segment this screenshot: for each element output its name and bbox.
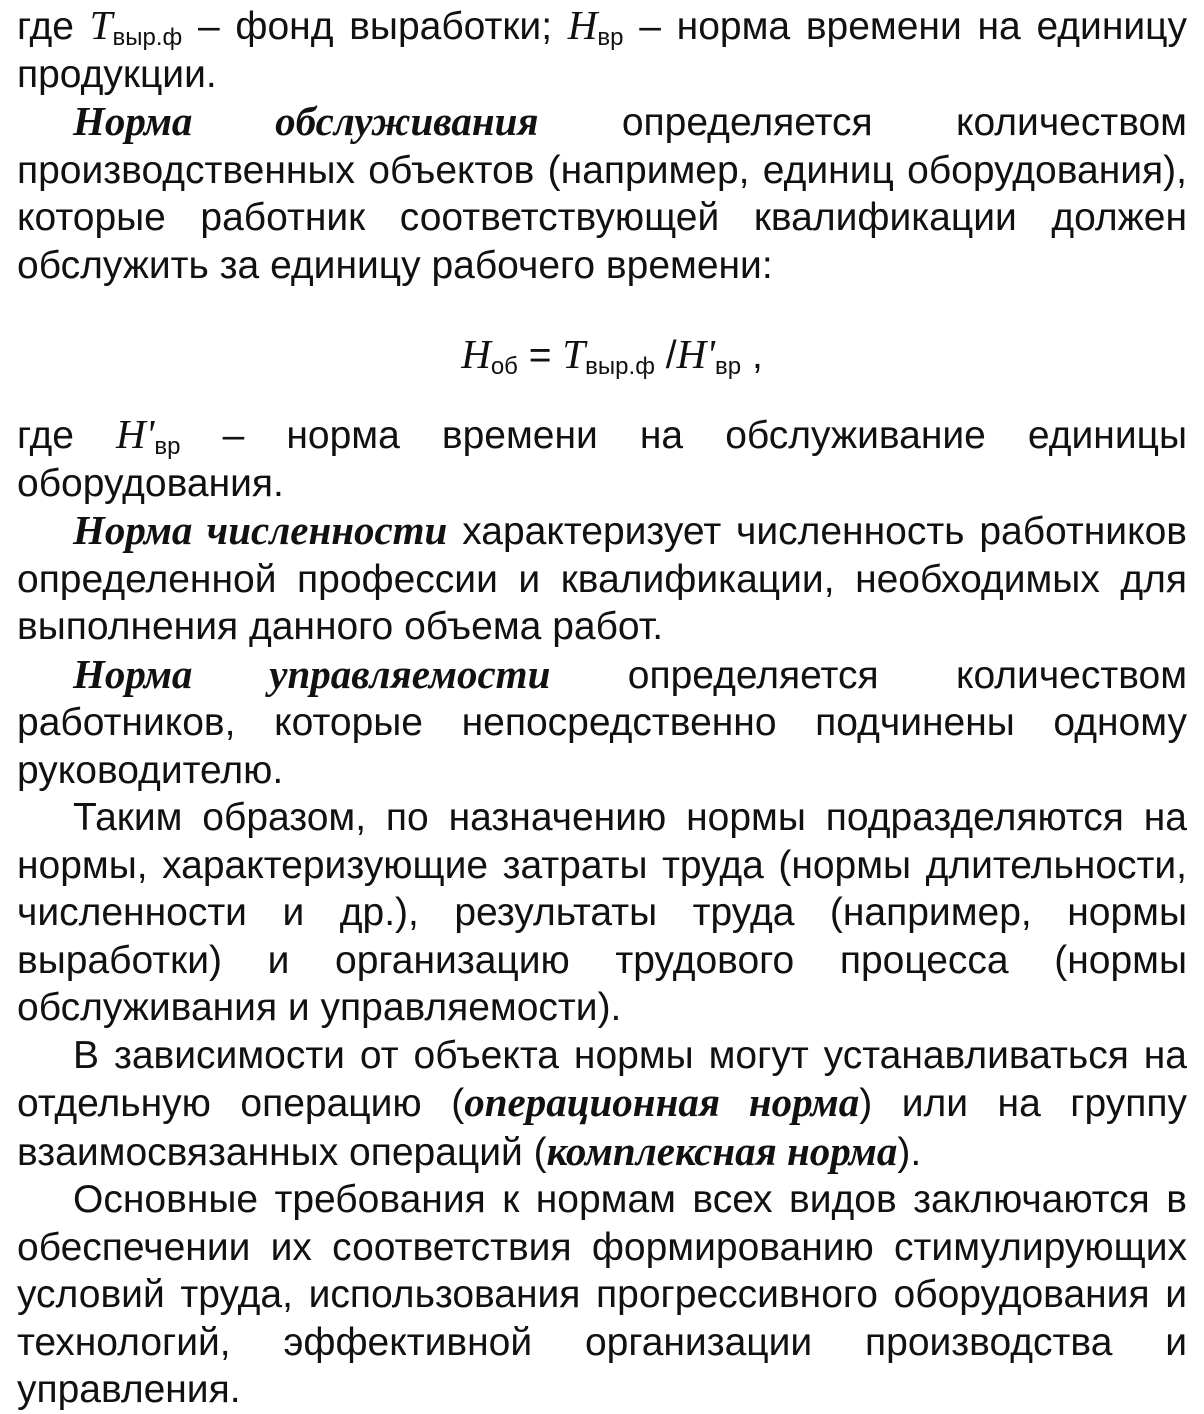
term-operational-norm: операционная норма (464, 1079, 860, 1125)
formula-h-subscript: вр (715, 353, 742, 380)
formula-slash: / (654, 334, 677, 377)
text-prefix: где (17, 5, 90, 48)
paragraph-variables-definition (17, 2, 1187, 98)
var-h-prime: H' (116, 411, 155, 457)
service-norm-text: определяется количеством производственных объектов (например, единиц оборудования), которые работник соответствующей квалификации должен обслужить за единицу рабочего времени: (17, 101, 1187, 287)
var-t: T (89, 2, 113, 48)
var-h: H (567, 2, 598, 48)
term-headcount-norm: Норма численности (73, 507, 448, 553)
paragraph-service-norm (17, 98, 1187, 289)
var-t-subscript: выр.ф (112, 24, 183, 51)
formula-service-norm (17, 331, 1187, 391)
term-complex-norm: комплексная норма (546, 1127, 898, 1174)
span-of-control-norm-text: определяется количеством работников, которые непосредственно подчинены одному руководителю. (17, 653, 1188, 792)
text-rest: – норма времени на единицу продукции. (17, 5, 1187, 96)
paragraph-norm-requirements: Основные требования к нормам всех видов заключаются в обеспечении их соответствия формированию стимулирующих условий труда, использования прогрессивного оборудования и технологий, эффективной организации производства и управления. (17, 1178, 1187, 1411)
formula-lhs-subscript: об (490, 353, 518, 380)
paragraph-norm-classification: Таким образом, по назначению нормы подразделяются на нормы, характеризующие затраты труда (нормы длительности, численности и др.), результаты труда (например, нормы выработки) и организацию трудового процесса (нормы обслуживания и управляемости). (17, 796, 1187, 1029)
paragraph-span-of-control-norm (17, 651, 1187, 795)
headcount-norm-text: характеризует численность работников определенной профессии и квалификации, необходимых для выполнения данного объема работ. (17, 510, 1187, 648)
var-h-subscript: вр (597, 24, 624, 51)
formula-tail: , (741, 334, 763, 377)
formula-h-var: H' (676, 331, 715, 377)
paragraph-formula-definition (17, 411, 1187, 507)
term-service-norm: Норма обслуживания (73, 98, 539, 144)
term-span-of-control-norm: Норма управляемости (73, 650, 551, 697)
text-rest: – норма времени на обслуживание единицы оборудования. (17, 414, 1187, 505)
paragraph-headcount-norm (17, 507, 1187, 651)
text-mid: – фонд выработки; (182, 5, 568, 48)
text-prefix: где (17, 414, 117, 457)
object-norms-text-b: ) или на группу взаимосвязанных операций ( (17, 1082, 1188, 1174)
object-norms-text-c: ). (897, 1130, 922, 1174)
formula-lhs-var: H (461, 331, 491, 377)
formula-t-subscript: выр.ф (585, 353, 655, 380)
document-page (17, 0, 1187, 1414)
var-h-prime-subscript: вр (154, 433, 181, 460)
object-norms-text-a: В зависимости от объекта нормы могут устанавливаться на отдельную операцию ( (17, 1033, 1187, 1125)
formula-t-var: T (562, 331, 586, 377)
paragraph-object-norms (17, 1032, 1187, 1177)
formula-equals: = (517, 334, 563, 377)
